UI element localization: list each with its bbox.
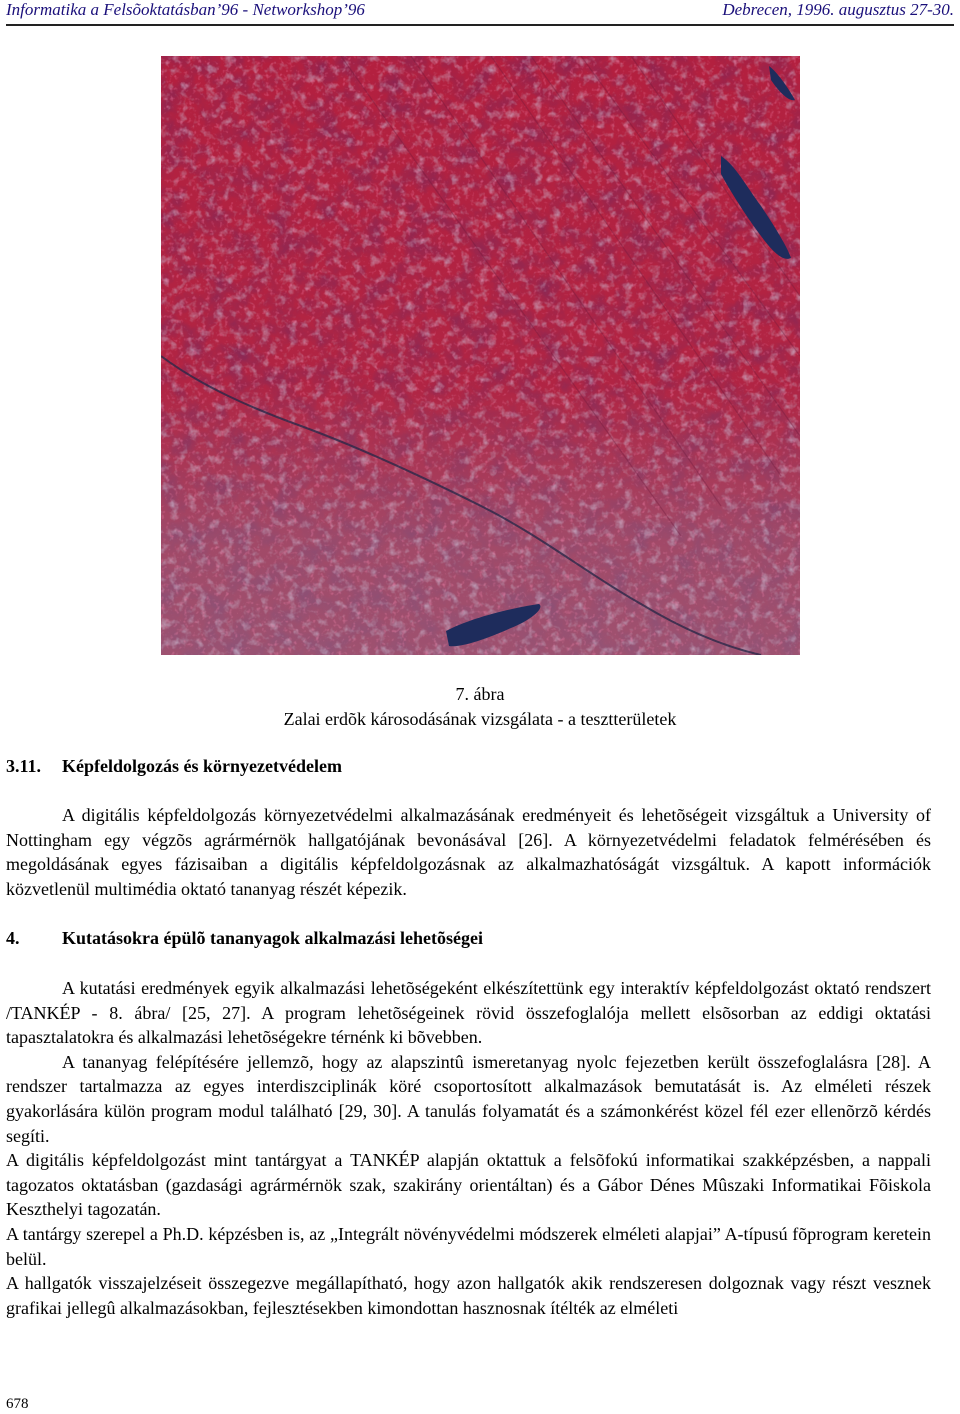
- header-location-date: Debrecen, 1996. augusztus 27-30.: [722, 0, 954, 19]
- figure-caption: [160, 682, 800, 732]
- figure-caption-text: Zalai erdõk károsodásának vizsgálata - a tesztterületek: [283, 709, 677, 729]
- figure-caption-number: 7. ábra: [455, 684, 505, 704]
- section-title: Kutatásokra épülõ tananyagok alkalmazási lehetõségei: [62, 928, 484, 948]
- section-3-11-body: [6, 803, 931, 901]
- header-conference-title: Informatika a Felsõoktatásban’96 - Networkshop’96: [6, 0, 365, 19]
- body-paragraph: A tananyag felépítésére jellemzõ, hogy az alapszintû ismeretanyag nyolc fejezetben került összefoglalásra [28]. A rendszer tartalmazza az egyes interdiszciplinák köré csoportosított alkalmazások bemutatását is. Az elméleti részek gyakorlására külön program modul található [29, 30]. A tanulás folyamatát és a számonkérést közel fél ezer ellenõrzõ kérdés segíti.: [6, 1051, 931, 1146]
- body-paragraph: A digitális képfeldolgozás környezetvédelmi alkalmazásának eredményeit és lehetõségeit vizsgáltuk a University of Nottingham egy végzõs agrármérnök hallgatójának bevonásával [26]. A környezetvédelmi feladatok felmérésében és megoldásának egyes fázisaiban a digitális képfeldolgozásnak az alkalmazhatóságát vizsgáltuk. A kapott információk közvetlenül multimédia oktató tananyag részét képezik.: [6, 805, 931, 899]
- running-header: [6, 0, 954, 24]
- section-title: Képfeldolgozás és környezetvédelem: [62, 756, 342, 776]
- body-paragraph: A tantárgy szerepel a Ph.D. képzésben is, az „Integrált növényvédelmi módszerek elméleti alapjai” A-típusú fõprogram keretein belül.: [6, 1223, 931, 1269]
- section-number: 3.11.: [6, 756, 42, 776]
- body-paragraph: A kutatási eredmények egyik alkalmazási lehetõségeként elkészítettünk egy interaktív képfeldolgozást oktató rendszert /TANKÉP - 8. ábra/ [25, 27]. A program lehetõségeinek rövid összefoglalója mellett elsõsorban az eddigi oktatási tapasztalatokra és alkalmazási lehetõségekre térnénk ki bõvebben.: [6, 978, 931, 1048]
- body-paragraph: A digitális képfeldolgozást mint tantárgyat a TANKÉP alapján oktattuk a felsõfokú informatikai szakképzésben, a nappali tagozatos oktatásban (gazdasági agrármérnök szak, szakirány orientáltan) és a Gábor Dénes Mûszaki Informatikai Fõiskola Keszthelyi tagozatán.: [6, 1150, 931, 1220]
- header-rule: [6, 24, 954, 26]
- section-4-body: [6, 976, 931, 1320]
- section-heading-4: [6, 928, 483, 949]
- satellite-image-figure: [161, 56, 800, 655]
- body-paragraph: A hallgatók visszajelzéseit összegezve megállapítható, hogy azon hallgatók akik rendszeresen dolgoznak vagy részt vesznek grafikai jellegû alkalmazásokban, fejlesztésekben kimondottan hasznosnak ítélték az elméleti: [6, 1273, 931, 1318]
- section-heading-3-11: [6, 756, 342, 777]
- page-number: 678: [6, 1396, 29, 1412]
- false-color-satellite-image: [161, 56, 800, 655]
- section-number: 4.: [6, 928, 20, 948]
